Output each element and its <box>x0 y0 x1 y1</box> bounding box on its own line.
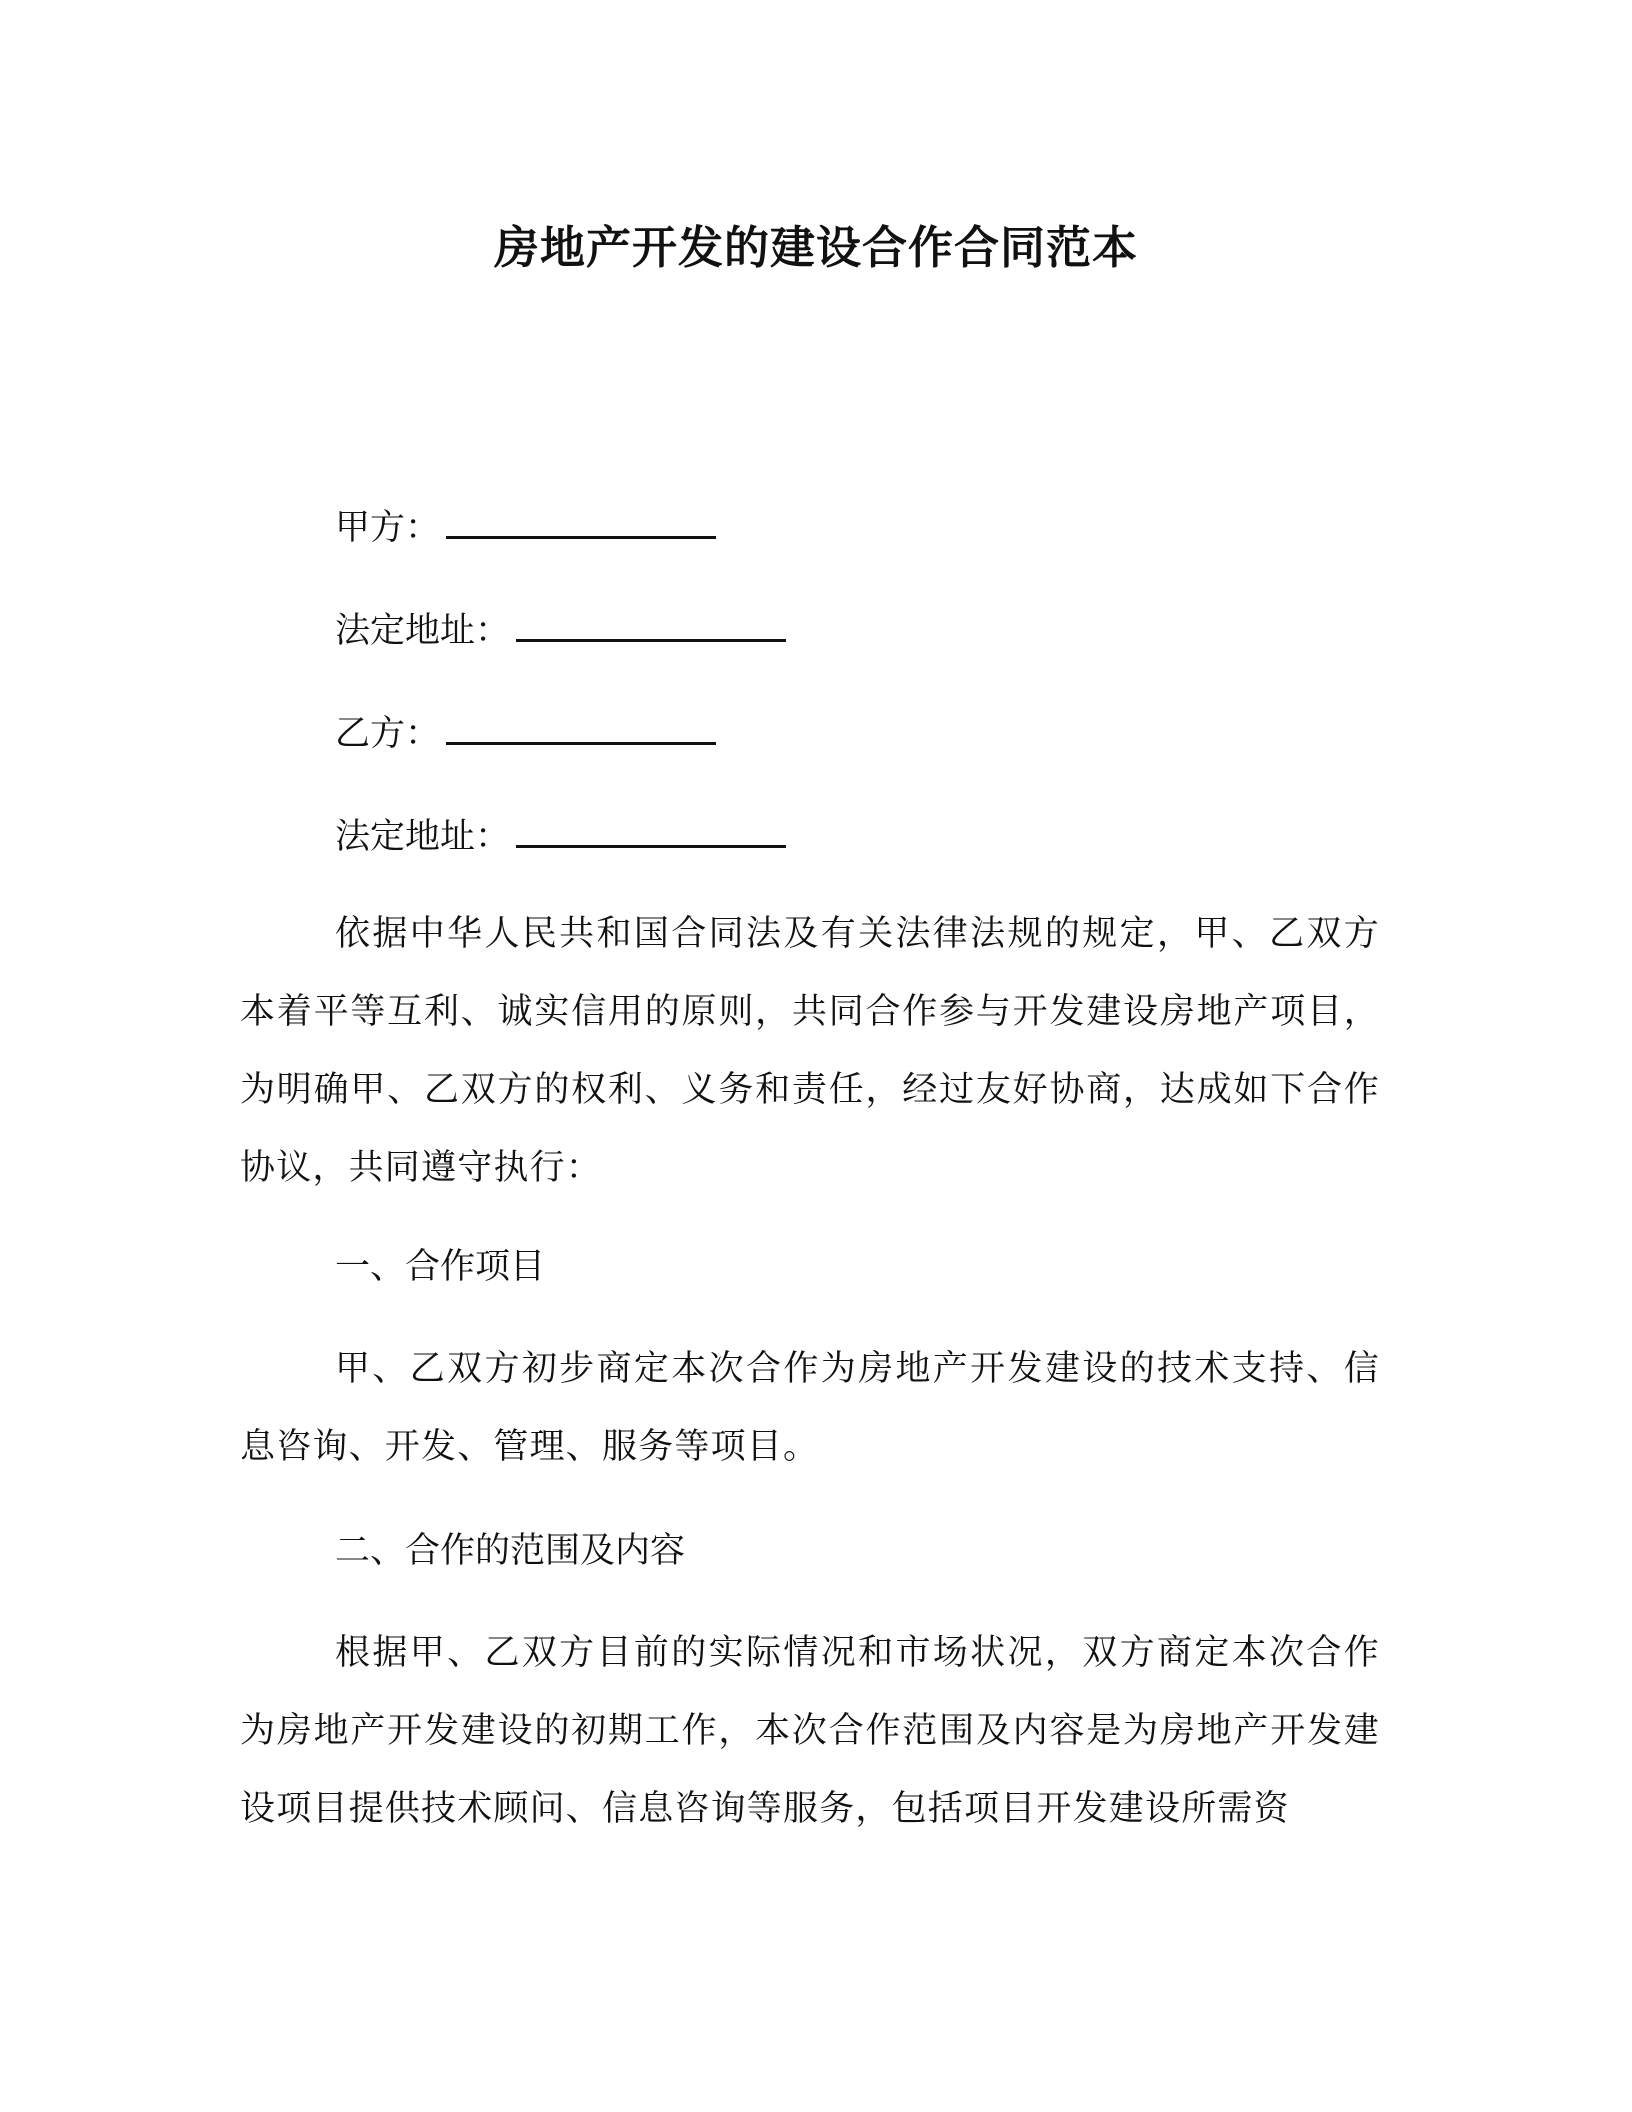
party-b-field <box>335 704 716 759</box>
intro-paragraph: 依据中华人民共和国合同法及有关法律法规的规定，甲、乙双方本着平等互利、诚实信用的原则，共同合作参与开发建设房地产项目，为明确甲、乙双方的权利、义务和责任，经过友好协商，达成如下合作协议，共同遵守执行： <box>240 914 1380 1188</box>
party-a-label: 甲方： <box>335 508 441 548</box>
party-a-field <box>335 498 716 553</box>
party-a-blank[interactable] <box>446 498 716 539</box>
document-title: 房地产开发的建设合作合同范本 <box>493 221 1138 274</box>
party-b-blank[interactable] <box>446 704 716 745</box>
party-b-address-label: 法定地址： <box>335 817 511 857</box>
party-a-address-blank[interactable] <box>516 601 786 642</box>
section-1-body: 甲、乙双方初步商定本次合作为房地产开发建设的技术支持、信息咨询、开发、管理、服务等项目。 <box>240 1349 1380 1467</box>
party-b-address-blank[interactable] <box>516 807 786 848</box>
party-a-address-label: 法定地址： <box>335 611 511 651</box>
section-1-heading: 一、合作项目 <box>335 1247 546 1287</box>
party-a-address-field <box>335 601 786 656</box>
party-b-label: 乙方： <box>335 714 441 754</box>
section-2-heading: 二、合作的范围及内容 <box>335 1531 686 1571</box>
party-b-address-field <box>335 807 786 862</box>
section-2-body: 根据甲、乙双方目前的实际情况和市场状况，双方商定本次合作为房地产开发建设的初期工作，本次合作范围及内容是为房地产开发建设项目提供技术顾问、信息咨询等服务，包括项目开发建设所需资 <box>240 1633 1380 1829</box>
